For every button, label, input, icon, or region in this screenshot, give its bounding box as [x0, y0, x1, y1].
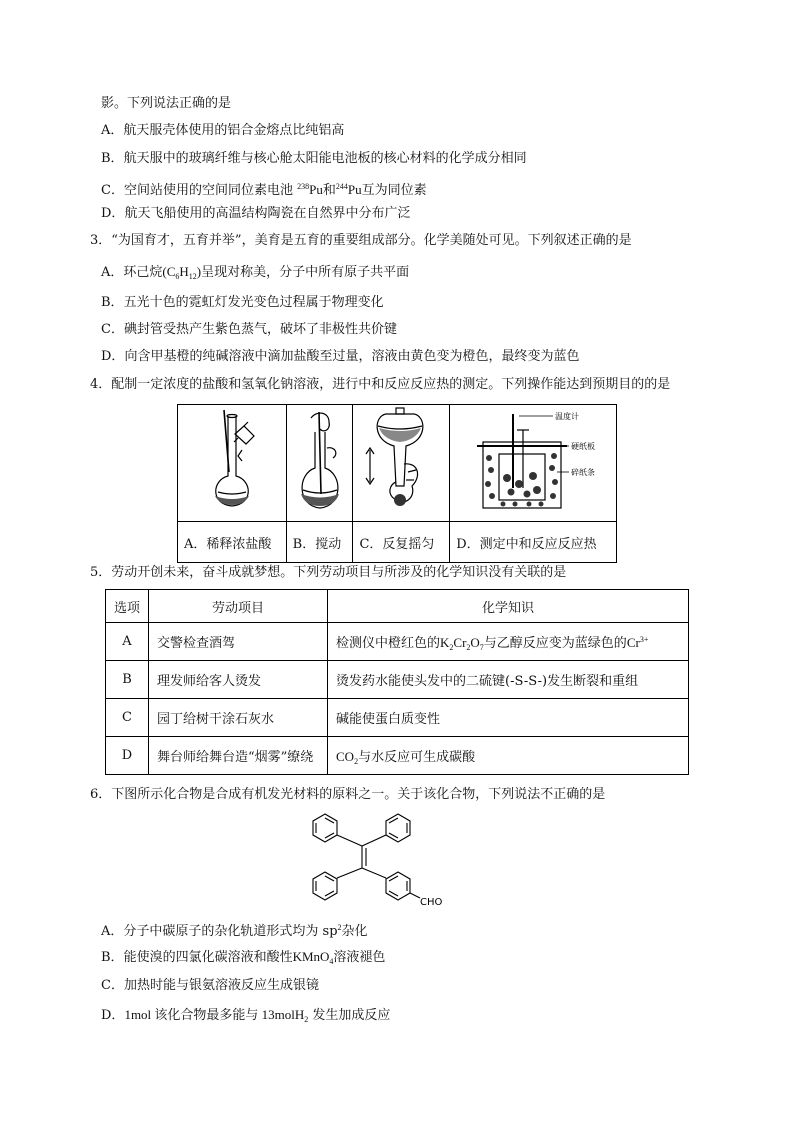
q4-figure-b	[286, 405, 353, 522]
calorimeter-figure	[453, 406, 613, 516]
q4-option-b: B．搅动	[286, 522, 353, 563]
q2-option-d: D．航天飞船使用的高温结构陶瓷在自然界中分布广泛	[101, 206, 411, 221]
q5-header-project: 劳动项目	[149, 590, 328, 623]
q3-stem: 3．“为国育才，五育并举”，美育是五育的重要组成部分。化学美随处可见。下列叙述正确的是	[90, 233, 632, 248]
q5-row-b: B 理发师给客人烫发 烫发药水能使头发中的二硫键(-S-S-)发生断裂和重组	[106, 661, 689, 699]
q5-stem: 5．劳动开创未来，奋斗成就梦想。下列劳动项目与所涉及的化学知识没有关联的是	[90, 565, 567, 580]
q5-header-row	[106, 590, 689, 623]
q5-header-option: 选项	[106, 590, 149, 623]
q5-row-c: C 园丁给树干涂石灰水 碱能使蛋白质变性	[106, 699, 689, 737]
q5-table	[105, 589, 689, 775]
q2-stem-tail	[101, 94, 231, 114]
q4-option-d: D．测定中和反应反应热	[450, 522, 617, 563]
thermometer-label: 温度计	[555, 412, 580, 421]
q4-apparatus-table	[177, 404, 617, 563]
q2-option-c: C．空间站使用的空间同位素电池 $^{238}$Pu和$^{244}$Pu互为同位素	[101, 182, 427, 198]
q3-option-c: C．碘封管受热产生紫色蒸气，破坏了非极性共价键	[101, 322, 397, 337]
flask-with-stirring-rod-figure	[289, 406, 351, 516]
q5-row-a: A 交警检查酒驾 检测仪中橙红色的$K_2Cr_2O_7$与乙醇反应变为蓝绿色的$Cr^{3+}$	[106, 623, 689, 661]
q2-option-a: A．航天服壳体使用的铝合金熔点比纯铝高	[101, 123, 345, 138]
structure-figure	[310, 810, 460, 910]
q6-option-a: A．分子中碳原子的杂化轨道形式均为 $sp^2$杂化	[101, 923, 368, 939]
q4-stem: 4．配制一定浓度的盐酸和氢氧化钠溶液，进行中和反应反应热的测定。下列操作能达到预期目的的是	[90, 377, 671, 392]
q4-figure-d	[450, 405, 617, 522]
q6-option-b: B．能使溴的四氯化碳溶液和酸性KMnO$_4$溶液褪色	[101, 949, 386, 966]
q4-figure-c	[353, 405, 450, 522]
q2-stem-text: 影。下列说法正确的是	[101, 96, 232, 111]
q6-option-c: C．加热时能与银氨溶液反应生成银镜	[101, 978, 319, 993]
q3-option-a: A．环己烷$(C_6H_{12})$呈现对称美，分子中所有原子共平面	[101, 264, 410, 281]
q4-figure-a	[178, 405, 287, 522]
q6-option-d: D．1mol 该化合物最多能与 13molH$_2$ 发生加成反应	[101, 1007, 391, 1024]
q6-stem: 6．下图所示化合物是合成有机发光材料的原料之一。关于该化合物，下列说法不正确的是	[90, 787, 606, 802]
q4-option-c: C．反复摇匀	[353, 522, 450, 563]
structure-bonds	[313, 814, 420, 900]
volumetric-flask-dilution-figure	[182, 406, 282, 516]
q2-option-b: B．航天服中的玻璃纤维与核心舱太阳能电池板的核心材料的化学成分相同	[101, 151, 527, 166]
cardboard-label: 硬纸板	[571, 442, 596, 451]
q5-row-d: D 舞台师给舞台造“烟雾”缭绕 $CO_2$与水反应可生成碳酸	[106, 737, 689, 775]
q4-option-a: A．稀释浓盐酸	[178, 522, 287, 563]
q3-option-d: D．向含甲基橙的纯碱溶液中滴加盐酸至过量，溶液由黄色变为橙色，最终变为蓝色	[101, 349, 580, 364]
shaking-flask-figure	[356, 406, 446, 516]
paper-scraps-label: 碎纸条	[571, 468, 596, 477]
q5-header-knowledge: 化学知识	[328, 590, 689, 623]
aldehyde-group-label: CHO	[420, 897, 443, 908]
q3-option-b: B．五光十色的霓虹灯发光变色过程属于物理变化	[101, 295, 384, 310]
